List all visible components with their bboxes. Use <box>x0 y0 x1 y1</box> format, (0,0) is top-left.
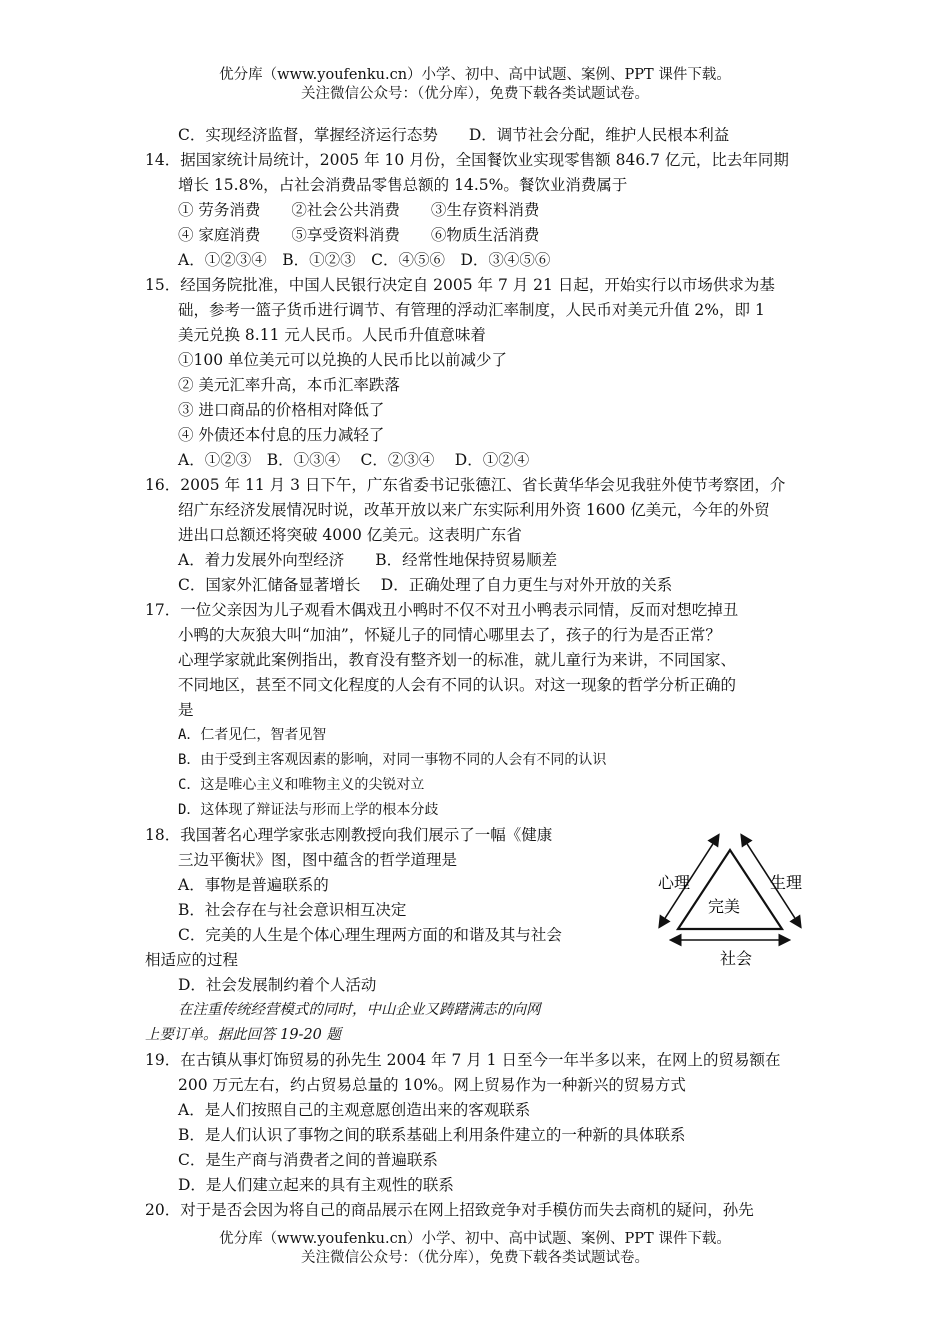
q15-stem-2: 础，参考一篮子货币进行调节、有管理的浮动汇率制度，人民币对美元升值 2%，即 1 <box>178 301 765 319</box>
q17-option-b: B．由于受到主客观因素的影响，对同一事物不同的人会有不同的认识 <box>178 752 607 768</box>
header-line-1: 优分库（www.youfenku.cn）小学、初中、高中试题、案例、PPT 课件下载。 <box>219 67 731 83</box>
q19-option-a: A．是人们按照自己的主观意愿创造出来的客观联系 <box>178 1101 531 1119</box>
q15-stem-1: 15．经国务院批准，中国人民银行决定自 2005 年 7 月 21 日起，开始实行以市场供求为基 <box>145 276 775 294</box>
q18-option-a: A．事物是普遍联系的 <box>178 876 329 894</box>
label-society: 社会 <box>720 949 753 968</box>
q14-items-1: ① 劳务消费 ②社会公共消费 ③生存资料消费 <box>178 201 540 219</box>
health-triangle-diagram <box>650 822 820 972</box>
q15-item-3: ③ 进口商品的价格相对降低了 <box>178 401 385 419</box>
q15-stem-3: 美元兑换 8.11 元人民币。人民币升值意味着 <box>178 326 486 344</box>
label-psychology: 心理 <box>658 873 691 892</box>
q18-option-c: C．完美的人生是个体心理生理两方面的和谐及其与社会 <box>178 926 562 944</box>
q18-option-b: B．社会存在与社会意识相互决定 <box>178 901 407 919</box>
q17-option-d: D．这体现了辩证法与形而上学的根本分歧 <box>178 802 439 818</box>
triangle-outline <box>678 850 782 929</box>
q15-item-1: ①100 单位美元可以兑换的人民币比以前减少了 <box>178 351 508 369</box>
q17-option-c: C．这是唯心主义和唯物主义的尖锐对立 <box>178 777 425 793</box>
footer-line-2: 关注微信公众号：（优分库），免费下载各类试题试卷。 <box>301 1250 649 1266</box>
q15-item-2: ② 美元汇率升高，本币汇率跌落 <box>178 376 400 394</box>
label-perfect: 完美 <box>708 897 741 916</box>
q14-stem-2: 增长 15.8%，占社会消费品零售总额的 14.5%。餐饮业消费属于 <box>178 176 628 194</box>
q14-options: A．①②③④ B．①②③ C．④⑤⑥ D．③④⑤⑥ <box>178 251 551 269</box>
q19-option-d: D．是人们建立起来的具有主观性的联系 <box>178 1176 454 1194</box>
q19-option-b: B．是人们认识了事物之间的联系基础上利用条件建立的一种新的具体联系 <box>178 1126 686 1144</box>
q17-option-a: A．仁者见仁，智者见智 <box>178 727 327 743</box>
page-header <box>0 66 950 104</box>
q17-stem-3: 心理学家就此案例指出，教育没有整齐划一的标准，就儿童行为来讲，不同国家、 <box>178 651 737 669</box>
header-line-2: 关注微信公众号：（优分库），免费下载各类试题试卷。 <box>301 86 649 102</box>
q13-option-cd: C．实现经济监督，掌握经济运行态势 D．调节社会分配，维护人民根本利益 <box>178 126 730 144</box>
q14-items-2: ④ 家庭消费 ⑤享受资料消费 ⑥物质生活消费 <box>178 226 540 244</box>
q19-stem-2: 200 万元左右，约占贸易总量的 10%。网上贸易作为一种新兴的贸易方式 <box>178 1076 686 1094</box>
page-footer <box>0 1230 950 1268</box>
q20-stem-1: 20．对于是否会因为将自己的商品展示在网上招致竞争对手模仿而失去商机的疑问，孙先 <box>145 1201 754 1219</box>
q18-option-c-cont: 相适应的过程 <box>145 951 239 969</box>
q19-option-c: C．是生产商与消费者之间的普遍联系 <box>178 1151 438 1169</box>
q17-stem-1: 17．一位父亲因为儿子观看木偶戏丑小鸭时不仅不对丑小鸭表示同情，反而对想吃掉丑 <box>145 601 739 619</box>
q15-options: A．①②③ B．①③④ C．②③④ D．①②④ <box>178 451 530 469</box>
q18-option-d: D．社会发展制约着个人活动 <box>178 976 377 994</box>
q17-stem-5: 是 <box>178 701 194 719</box>
q16-stem-3: 进出口总额还将突破 4000 亿美元。这表明广东省 <box>178 526 522 544</box>
label-physiology: 生理 <box>770 873 803 892</box>
material-intro-1: 在注重传统经营模式的同时，中山企业又踌躇满志的向网 <box>178 1002 541 1018</box>
footer-line-1: 优分库（www.youfenku.cn）小学、初中、高中试题、案例、PPT 课件下载。 <box>219 1231 731 1247</box>
q19-stem-1: 19．在古镇从事灯饰贸易的孙先生 2004 年 7 月 1 日至今一年半多以来，在网上的贸易额在 <box>145 1051 781 1069</box>
q16-options-cd: C．国家外汇储备显著增长 D．正确处理了自力更生与对外开放的关系 <box>178 576 673 594</box>
q16-stem-2: 绍广东经济发展情况时说，改革开放以来广东实际利用外资 1600 亿美元，今年的外贸 <box>178 501 770 519</box>
q15-item-4: ④ 外债还本付息的压力减轻了 <box>178 426 385 444</box>
q17-stem-2: 小鸭的大灰狼大叫“加油”，怀疑儿子的同情心哪里去了，孩子的行为是否正常？ <box>178 626 721 644</box>
q18-stem-2: 三边平衡状》图，图中蕴含的哲学道理是 <box>178 851 458 869</box>
q18-stem-1: 18．我国著名心理学家张志刚教授向我们展示了一幅《健康 <box>145 826 553 844</box>
q16-options-ab: A．着力发展外向型经济 B．经常性地保持贸易顺差 <box>178 551 558 569</box>
q16-stem-1: 16．2005 年 11 月 3 日下午，广东省委书记张德江、省长黄华华会见我驻外使节考察团，介 <box>145 476 786 494</box>
q14-stem-1: 14．据国家统计局统计，2005 年 10 月份，全国餐饮业实现零售额 846.7 亿元，比去年同期 <box>145 151 789 169</box>
material-intro-2: 上要订单。据此回答 19-20 题 <box>145 1027 342 1043</box>
q17-stem-4: 不同地区，甚至不同文化程度的人会有不同的认识。对这一现象的哲学分析正确的 <box>178 676 737 694</box>
